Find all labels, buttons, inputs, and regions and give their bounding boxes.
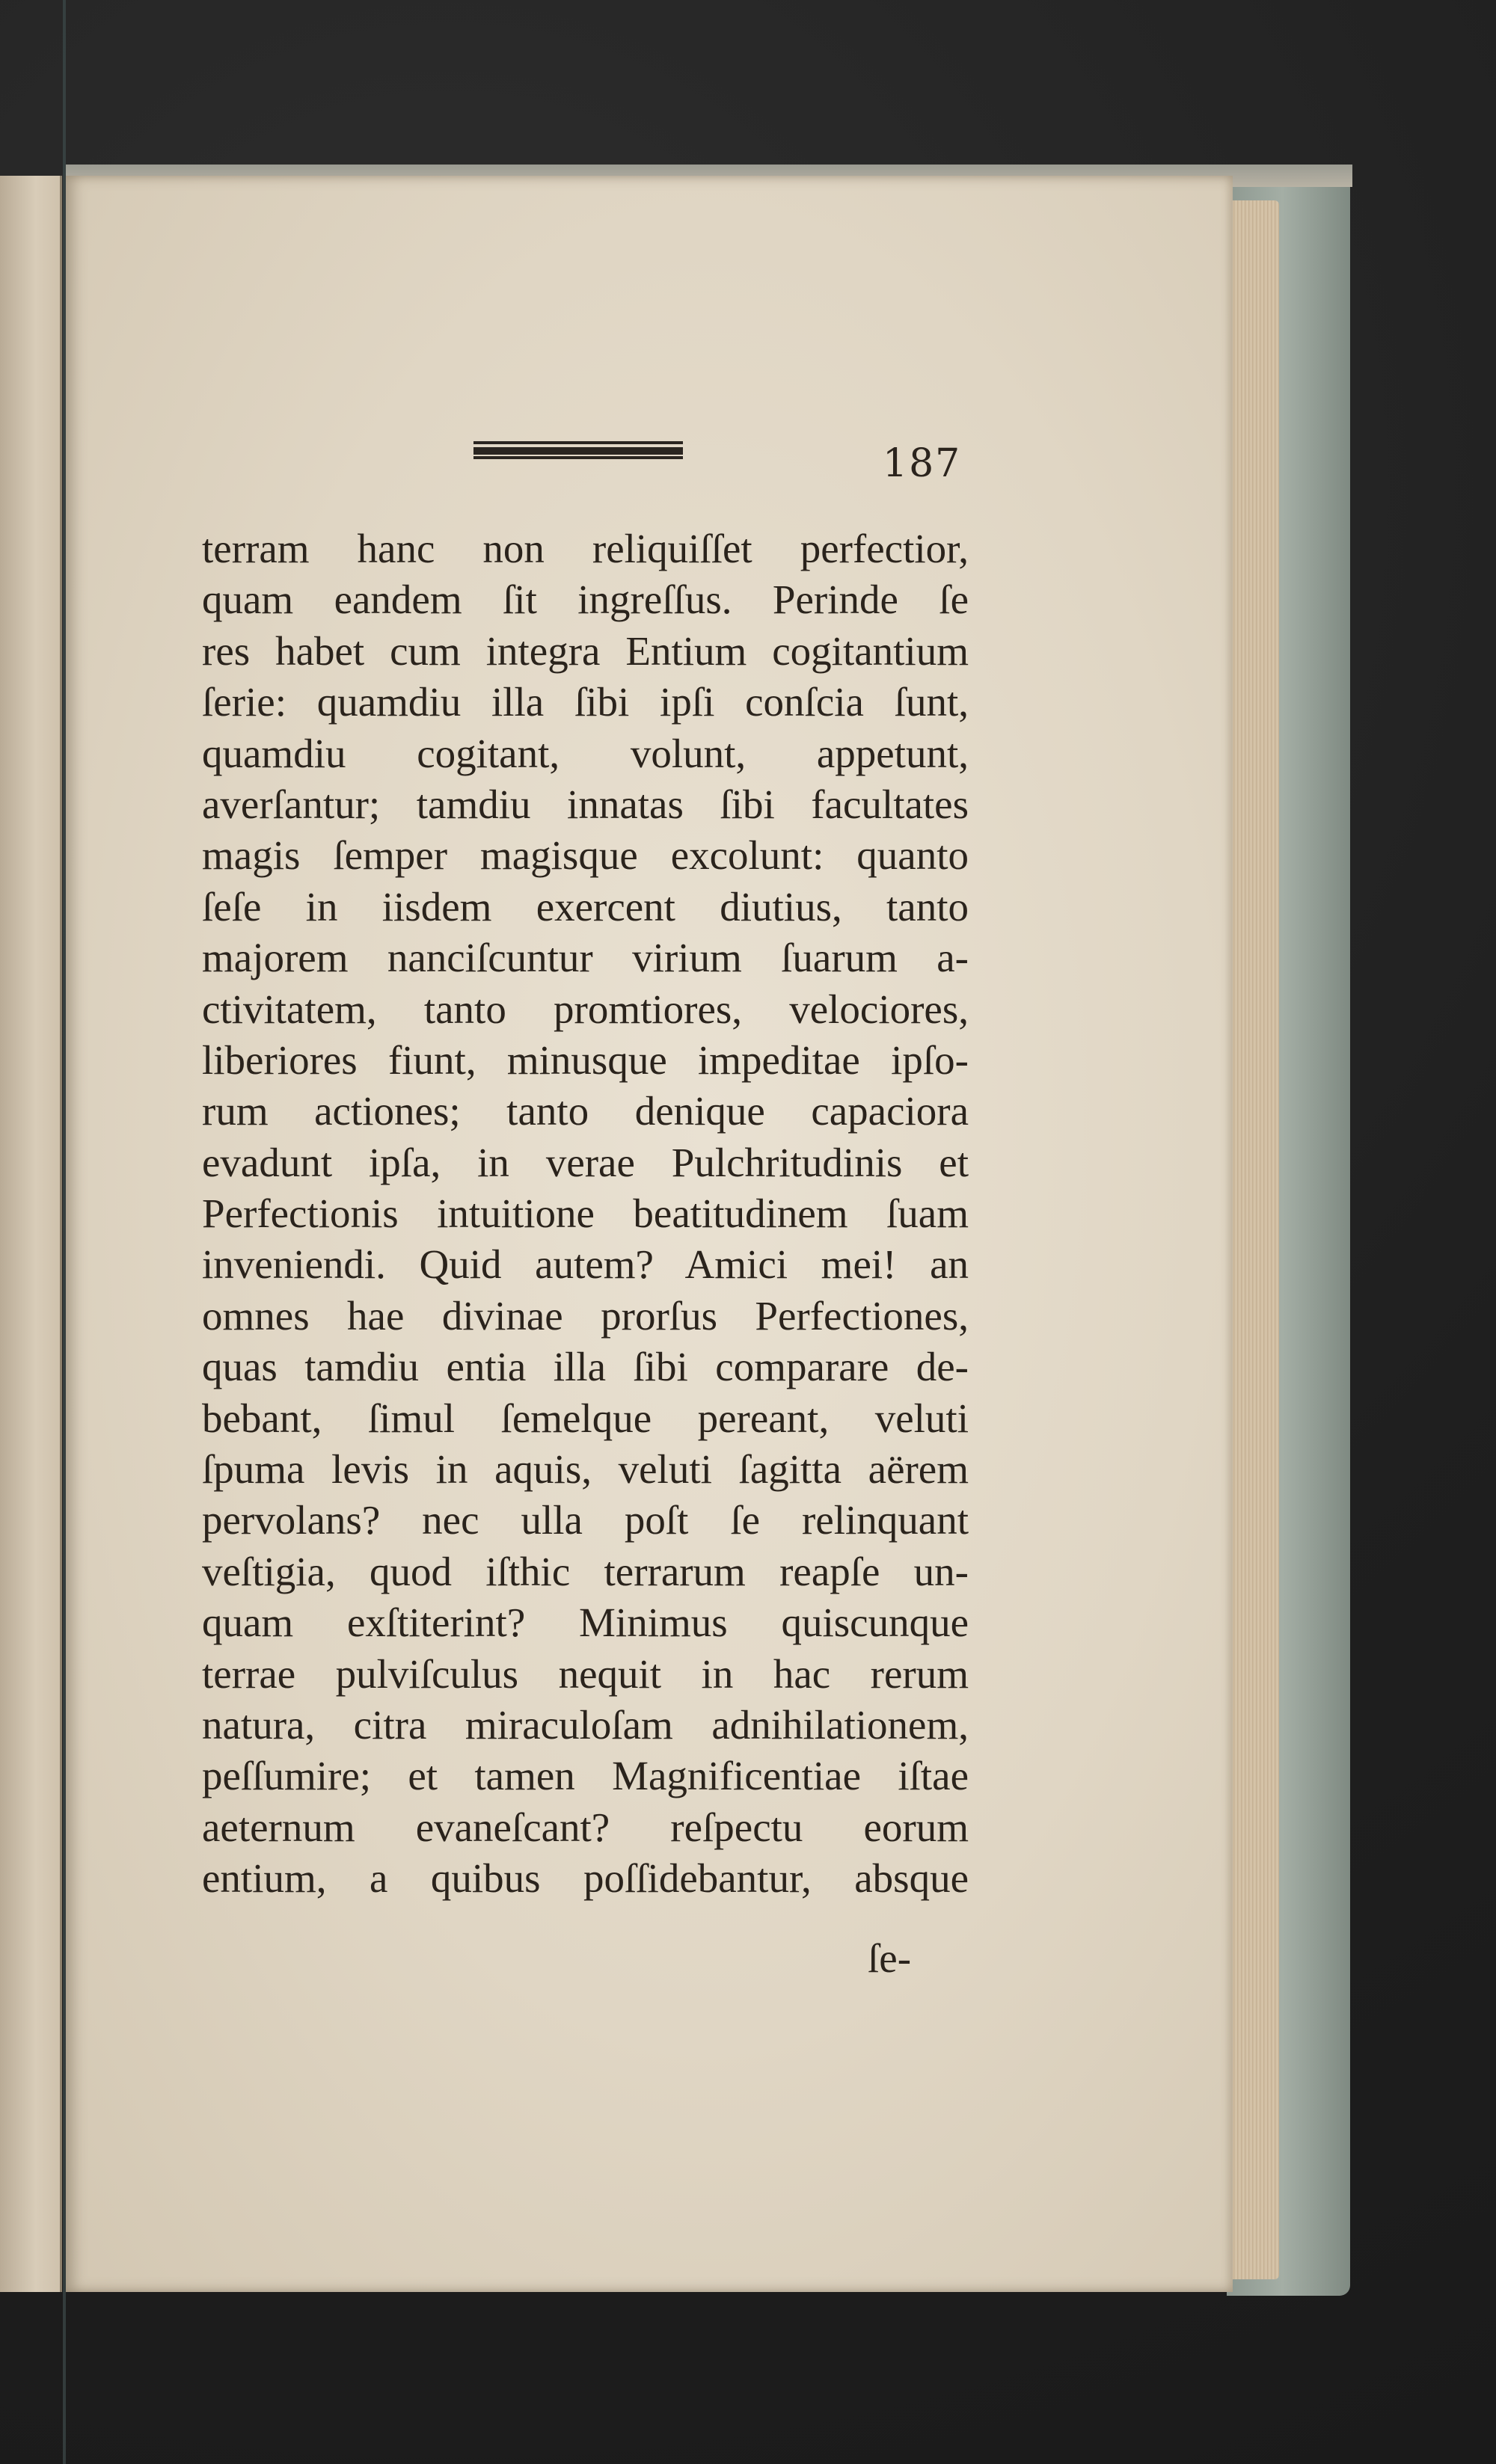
- text-line: terrae pulviſculus nequit in hac rerum: [202, 1650, 969, 1697]
- text-line: liberiores fiunt, minusque impeditae ipſo-: [202, 1036, 969, 1083]
- text-line: omnes hae divinae prorſus Perfectiones,: [202, 1292, 969, 1339]
- text-line: rum actiones; tanto denique capaciora: [202, 1088, 969, 1134]
- text-line: evadunt ipſa, in verae Pulchritudinis et: [202, 1139, 969, 1185]
- text-line: majorem nanciſcuntur virium ſuarum a-: [202, 935, 969, 981]
- text-line: ctivitatem, tanto promtiores, velociores,: [202, 986, 969, 1032]
- text-line: peſſumire; et tamen Magnificentiae iſtae: [202, 1753, 969, 1799]
- text-line: ſerie: quamdiu illa ſibi ipſi conſcia ſunt,: [202, 679, 969, 725]
- text-line: pervolans? nec ulla poſt ſe relinquant: [202, 1497, 969, 1543]
- text-line: res habet cum integra Entium cogitantium: [202, 627, 969, 674]
- body-text: [202, 523, 969, 1905]
- gutter-line: [63, 0, 66, 2464]
- text-line: quam eandem ſit ingreſſus. Perinde ſe: [202, 577, 969, 623]
- text-line: ſpuma levis in aquis, veluti ſagitta aërem: [202, 1446, 969, 1493]
- text-line: aeternum evaneſcant? reſpectu eorum: [202, 1804, 969, 1850]
- text-line: natura, citra miraculoſam adnihilationem,: [202, 1701, 969, 1748]
- text-line: magis ſemper magisque excolunt: quanto: [202, 832, 969, 879]
- text-line: Perfectionis intuitione beatitudinem ſuam: [202, 1190, 969, 1237]
- text-line: ſeſe in iisdem exercent diutius, tanto: [202, 883, 969, 930]
- left-page-sliver: [0, 176, 62, 2292]
- text-line: terram hanc non reliquiſſet perfectior,: [202, 526, 969, 571]
- text-line: veſtigia, quod iſthic terrarum reapſe un-: [202, 1548, 969, 1594]
- catchword: ſe-: [868, 1935, 912, 1981]
- text-line: bebant, ſimul ſemelque pereant, veluti: [202, 1395, 969, 1441]
- text-line: entium, a quibus poſſidebantur, absque: [202, 1855, 969, 1902]
- header-ornament-rule: [473, 441, 683, 459]
- text-line: quas tamdiu entia illa ſibi comparare de-: [202, 1344, 969, 1390]
- text-line: quam exſtiterint? Minimus quiscunque: [202, 1600, 969, 1646]
- page-number: 187: [883, 441, 962, 486]
- text-line: averſantur; tamdiu innatas ſibi facultates: [202, 781, 969, 827]
- text-line: quamdiu cogitant, volunt, appetunt,: [202, 730, 969, 776]
- text-line: inveniendi. Quid autem? Amici mei! an: [202, 1241, 969, 1288]
